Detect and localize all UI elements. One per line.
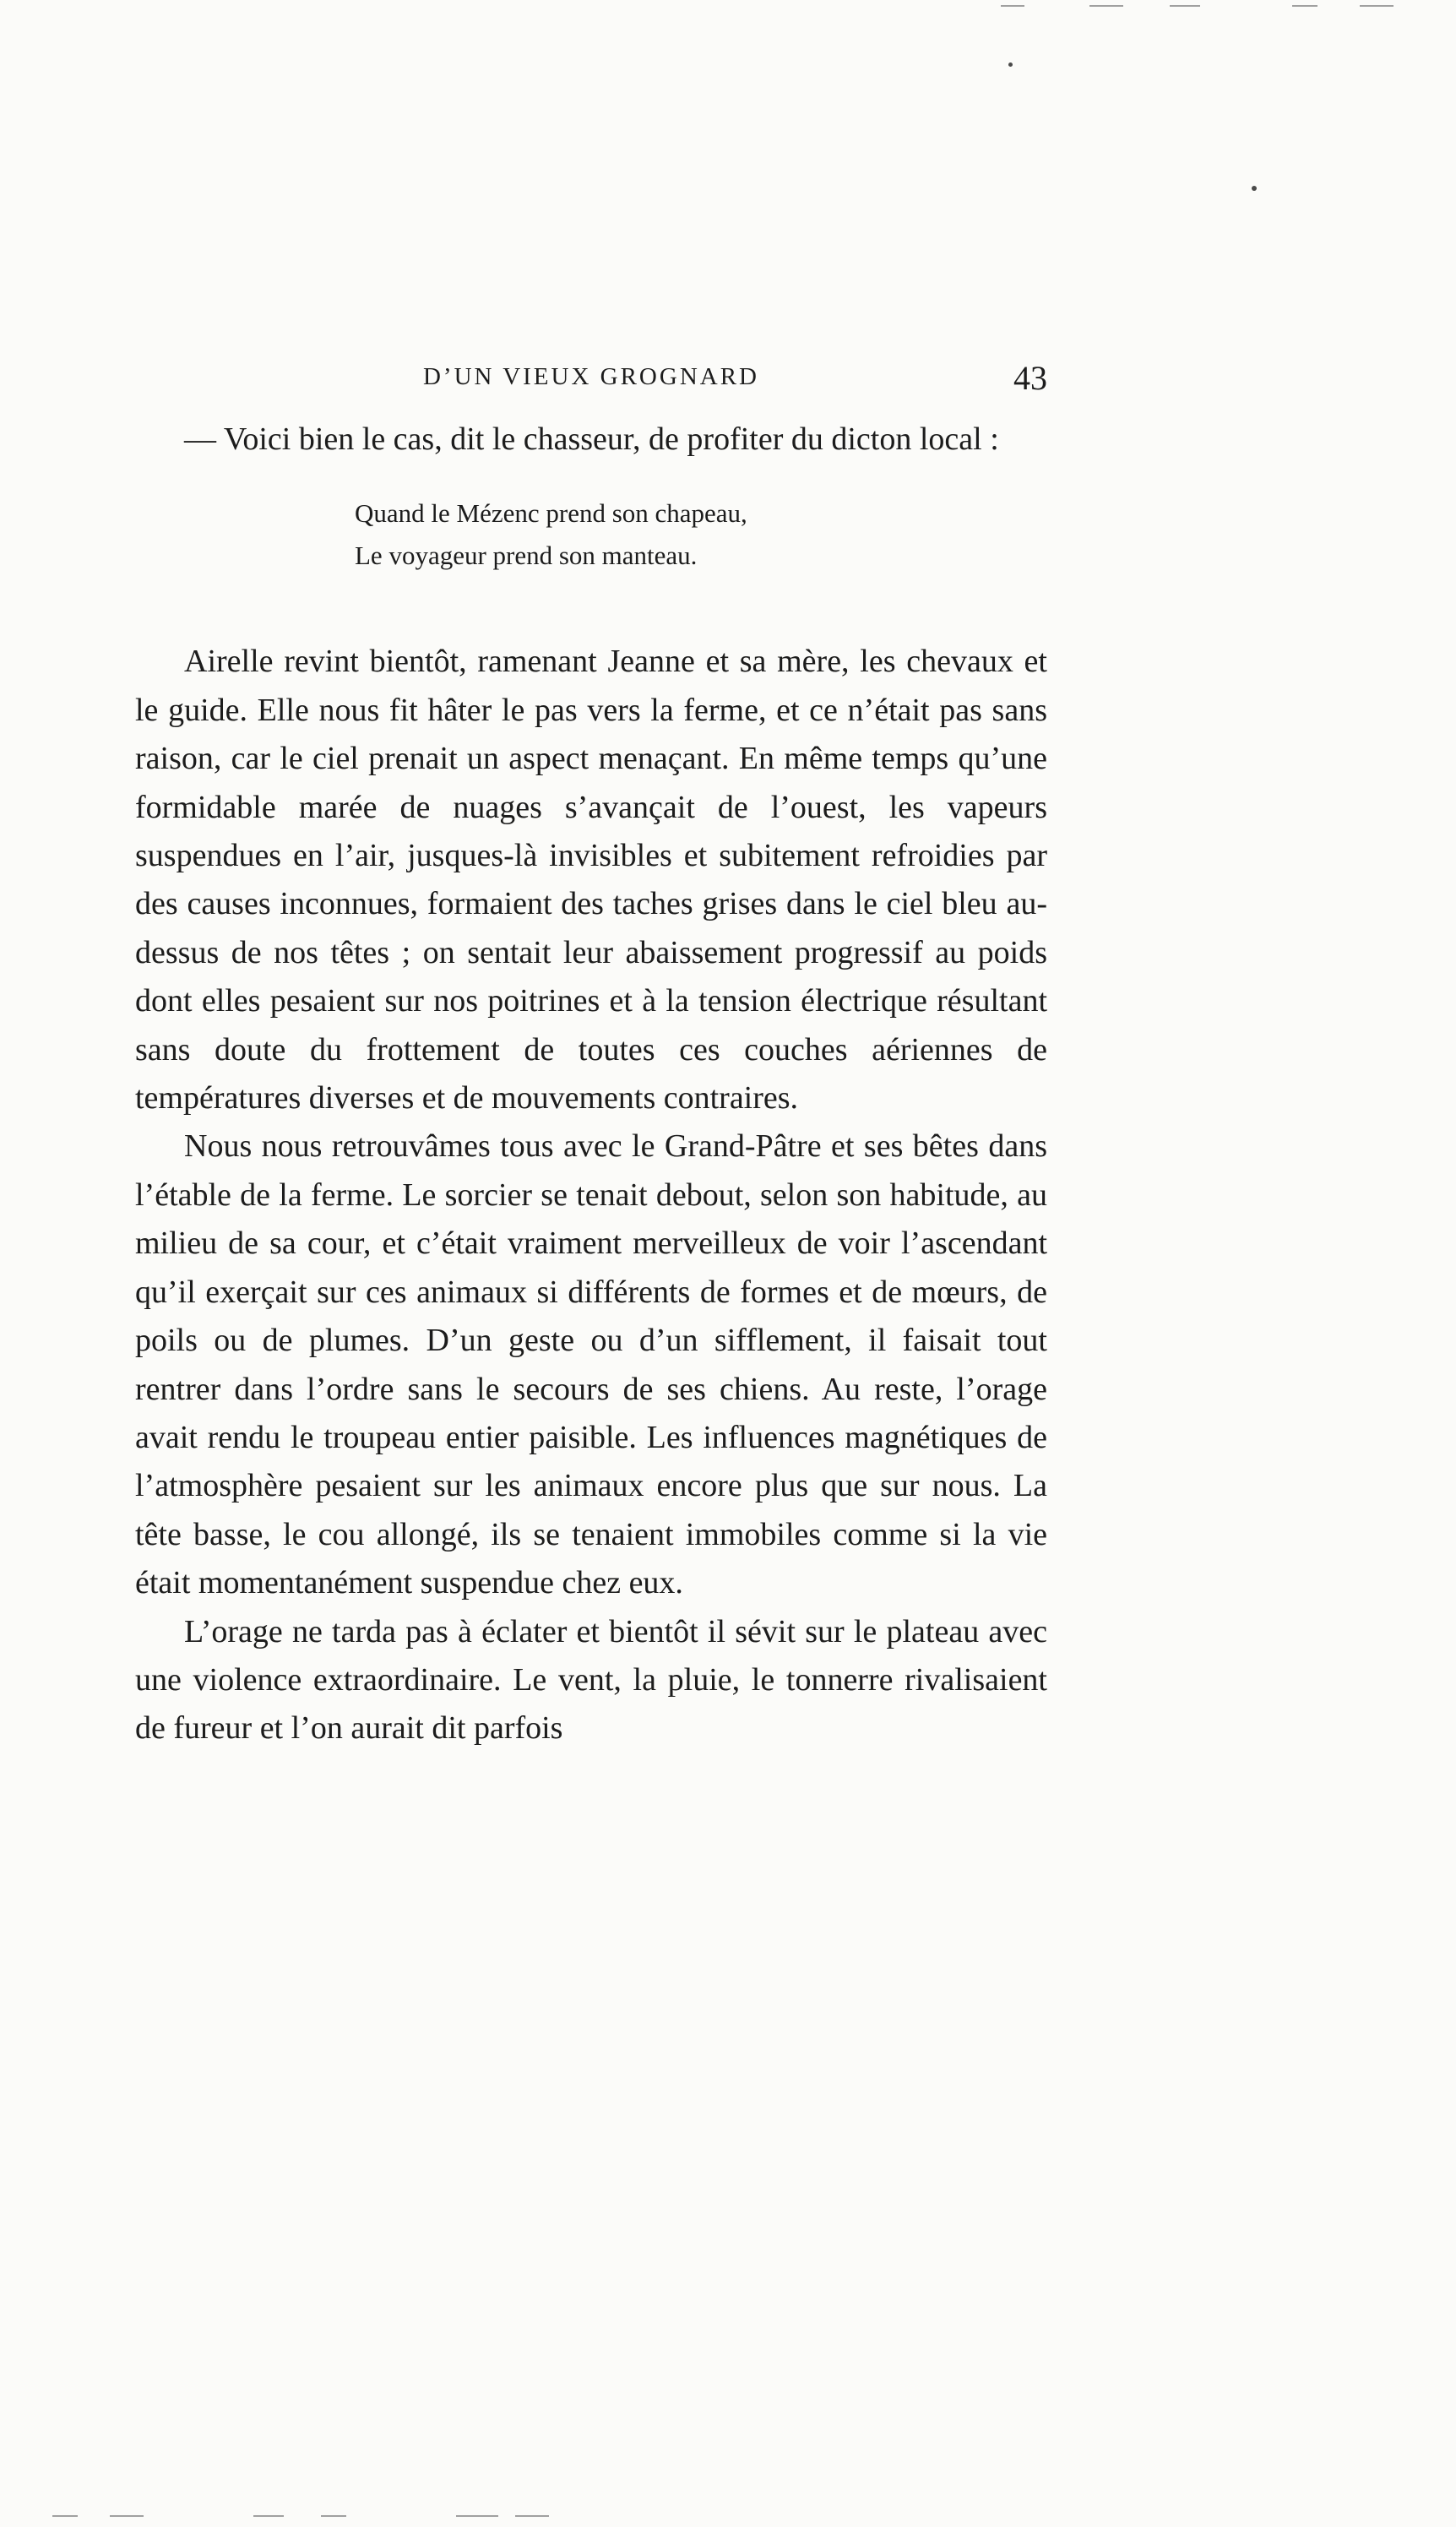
scan-speck xyxy=(1252,186,1257,191)
scan-mark xyxy=(321,2515,346,2517)
scan-mark xyxy=(1360,5,1394,7)
scan-speck xyxy=(1008,62,1013,67)
verse-line: Quand le Mézenc prend son chapeau, xyxy=(355,498,747,529)
paragraph: Airelle revint bientôt, ramenant Jeanne et sa mère, les chevaux et le guide. Elle nous fit hâter le pas vers la ferme, et ce n’était pas sans raison, car le ciel prenait un aspect menaçant. En même temps qu’une formidable marée de nuages s’avançait de l’ouest, les vapeurs suspendues en l’air, jusques-là invisibles et subitement refroidies par des causes inconnues, formaient des taches grises dans le ciel bleu au-dessus de nos têtes ; on sentait leur abaissement progressif au poids dont elles pesaient sur nos poitrines et à la tension électrique résultant sans doute du frottement de toutes ces couches aériennes de températures diverses et de mouvements contraires. xyxy=(135,644,1047,1117)
scan-mark xyxy=(1089,5,1123,7)
body-text xyxy=(135,416,1047,1753)
scan-mark xyxy=(110,2515,144,2517)
scan-mark xyxy=(1170,5,1200,7)
scan-mark xyxy=(456,2515,498,2517)
scan-mark xyxy=(52,2515,78,2517)
paragraph: L’orage ne tarda pas à éclater et bientôt il sévit sur le plateau avec une violence extraordinaire. Le vent, la pluie, le tonnerre rivalisaient de fureur et l’on aurait dit parfois xyxy=(135,1613,1047,1747)
scan-mark xyxy=(253,2515,284,2517)
paragraph: — Voici bien le cas, dit le chasseur, de profiter du dicton local : xyxy=(184,421,999,457)
verse-line: Le voyageur prend son manteau. xyxy=(355,541,698,571)
running-title: D’UN VIEUX GROGNARD xyxy=(422,363,759,390)
scan-mark xyxy=(1292,5,1317,7)
verse-quotation xyxy=(355,492,1047,577)
page-number: 43 xyxy=(1013,359,1047,397)
running-head xyxy=(135,355,1047,405)
scan-mark xyxy=(1001,5,1024,7)
scan-mark xyxy=(515,2515,549,2517)
paragraph: Nous nous retrouvâmes tous avec le Grand-Pâtre et ses bêtes dans l’étable de la ferme. Le sorcier se tenait debout, selon son habitude, au milieu de sa cour, et c’était vraiment merveilleux de voir l’ascendant qu’il exerçait sur ces animaux si différents de formes et de mœurs, de poils ou de plumes. D’un geste ou d’un sifflement, il faisait tout rentrer dans l’ordre sans le secours de ses chiens. Au reste, l’orage avait rendu le troupeau entier paisible. Les influences magnétiques de l’atmosphère pesaient sur les animaux encore plus que sur nous. La tête basse, le cou allongé, ils se tenaient immobiles comme si la vie était momentanément suspendue chez eux. xyxy=(135,1128,1047,1601)
